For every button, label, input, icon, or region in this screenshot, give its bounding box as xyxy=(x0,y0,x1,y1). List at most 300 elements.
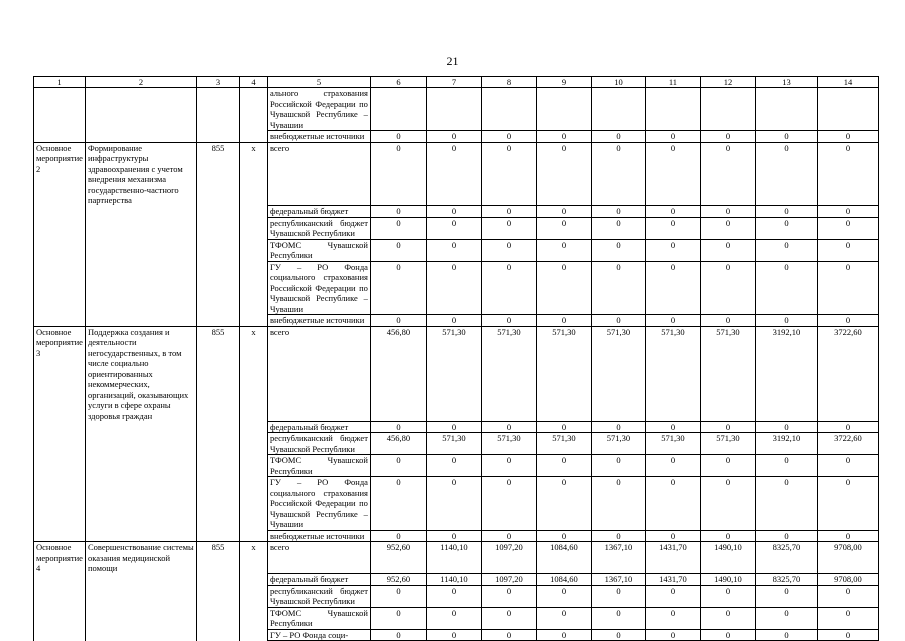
value-cell-col7: 0 xyxy=(426,477,481,531)
value-cell-col11: 0 xyxy=(645,629,700,641)
value-cell-col13: 0 xyxy=(755,629,817,641)
funding-source-cell: внебюджетные источники xyxy=(267,315,370,327)
value-cell-col6: 456,80 xyxy=(370,326,426,421)
section-code-cell: x xyxy=(239,542,267,574)
value-cell-col6: 0 xyxy=(370,455,426,477)
activity-name-cell: Основное мероприятие 2 xyxy=(34,142,86,206)
administrator-code-cell xyxy=(196,455,239,477)
table-row xyxy=(34,142,879,206)
value-cell-col6: 0 xyxy=(370,629,426,641)
activity-name-cell xyxy=(34,433,86,455)
value-cell-col12: 0 xyxy=(700,315,755,327)
value-cell-col8: 0 xyxy=(481,315,536,327)
funding-source-cell: ТФОМС Чувашской Республики xyxy=(267,607,370,629)
value-cell-col7: 0 xyxy=(426,629,481,641)
table-row xyxy=(34,315,879,327)
activity-name-cell xyxy=(34,607,86,629)
section-code-cell: x xyxy=(239,142,267,206)
value-cell-col10: 0 xyxy=(591,585,645,607)
column-header-4: 4 xyxy=(239,77,267,88)
activity-description-cell xyxy=(85,315,196,327)
value-cell-col8: 0 xyxy=(481,585,536,607)
value-cell-col7: 0 xyxy=(426,206,481,218)
value-cell-col9: 0 xyxy=(536,131,591,143)
activity-name-cell xyxy=(34,131,86,143)
value-cell-col12: 0 xyxy=(700,131,755,143)
administrator-code-cell xyxy=(196,88,239,131)
table-row xyxy=(34,326,879,421)
activity-description-cell xyxy=(85,261,196,315)
value-cell-col14: 0 xyxy=(817,629,878,641)
section-code-cell xyxy=(239,455,267,477)
value-cell-col7: 1140,10 xyxy=(426,574,481,586)
table-row xyxy=(34,433,879,455)
value-cell-col9 xyxy=(536,88,591,131)
administrator-code-cell xyxy=(196,206,239,218)
activity-name-cell xyxy=(34,217,86,239)
value-cell-col14: 0 xyxy=(817,315,878,327)
section-code-cell xyxy=(239,206,267,218)
value-cell-col13: 0 xyxy=(755,315,817,327)
value-cell-col11: 0 xyxy=(645,239,700,261)
value-cell-col13: 0 xyxy=(755,131,817,143)
value-cell-col14: 0 xyxy=(817,131,878,143)
activity-description-cell: Совершенствование системы оказания медицинской помощи xyxy=(85,542,196,574)
value-cell-col9: 0 xyxy=(536,455,591,477)
value-cell-col12: 0 xyxy=(700,530,755,542)
table-body xyxy=(34,88,879,641)
value-cell-col9: 0 xyxy=(536,217,591,239)
value-cell-col11: 0 xyxy=(645,217,700,239)
value-cell-col7: 0 xyxy=(426,261,481,315)
value-cell-col9: 0 xyxy=(536,206,591,218)
section-code-cell xyxy=(239,239,267,261)
value-cell-col10: 0 xyxy=(591,421,645,433)
value-cell-col10: 0 xyxy=(591,239,645,261)
value-cell-col9: 571,30 xyxy=(536,433,591,455)
funding-source-cell: всего xyxy=(267,142,370,206)
table-row xyxy=(34,542,879,574)
value-cell-col12: 0 xyxy=(700,261,755,315)
value-cell-col6: 0 xyxy=(370,142,426,206)
table-row xyxy=(34,629,879,641)
value-cell-col10: 1367,10 xyxy=(591,542,645,574)
value-cell-col9: 571,30 xyxy=(536,326,591,421)
value-cell-col14: 3722,60 xyxy=(817,326,878,421)
value-cell-col6: 952,60 xyxy=(370,574,426,586)
administrator-code-cell xyxy=(196,433,239,455)
value-cell-col6: 0 xyxy=(370,239,426,261)
activity-name-cell xyxy=(34,455,86,477)
value-cell-col12: 0 xyxy=(700,421,755,433)
administrator-code-cell xyxy=(196,261,239,315)
section-code-cell xyxy=(239,433,267,455)
funding-source-cell: ТФОМС Чувашской Республики xyxy=(267,239,370,261)
value-cell-col11: 0 xyxy=(645,421,700,433)
value-cell-col8: 0 xyxy=(481,206,536,218)
value-cell-col14: 0 xyxy=(817,530,878,542)
value-cell-col6: 0 xyxy=(370,530,426,542)
administrator-code-cell xyxy=(196,585,239,607)
section-code-cell xyxy=(239,315,267,327)
administrator-code-cell xyxy=(196,315,239,327)
value-cell-col12: 0 xyxy=(700,455,755,477)
value-cell-col7: 571,30 xyxy=(426,326,481,421)
value-cell-col11: 0 xyxy=(645,131,700,143)
administrator-code-cell: 855 xyxy=(196,326,239,421)
value-cell-col6: 0 xyxy=(370,315,426,327)
activity-description-cell xyxy=(85,455,196,477)
funding-source-cell: внебюджетные источники xyxy=(267,131,370,143)
activity-description-cell xyxy=(85,607,196,629)
value-cell-col10: 0 xyxy=(591,607,645,629)
value-cell-col7: 0 xyxy=(426,607,481,629)
table-row xyxy=(34,239,879,261)
value-cell-col13: 0 xyxy=(755,217,817,239)
value-cell-col14: 0 xyxy=(817,607,878,629)
activity-name-cell xyxy=(34,88,86,131)
value-cell-col14: 0 xyxy=(817,421,878,433)
value-cell-col13 xyxy=(755,88,817,131)
administrator-code-cell xyxy=(196,477,239,531)
value-cell-col10: 0 xyxy=(591,142,645,206)
value-cell-col12: 0 xyxy=(700,629,755,641)
activity-description-cell xyxy=(85,585,196,607)
activity-name-cell xyxy=(34,239,86,261)
column-header-12: 12 xyxy=(700,77,755,88)
value-cell-col9: 0 xyxy=(536,315,591,327)
section-code-cell xyxy=(239,421,267,433)
column-header-5: 5 xyxy=(267,77,370,88)
value-cell-col7: 0 xyxy=(426,131,481,143)
value-cell-col13: 0 xyxy=(755,239,817,261)
page-number: 21 xyxy=(446,54,459,68)
value-cell-col13: 0 xyxy=(755,530,817,542)
value-cell-col8: 0 xyxy=(481,477,536,531)
column-header-6: 6 xyxy=(370,77,426,88)
section-code-cell xyxy=(239,607,267,629)
section-code-cell xyxy=(239,131,267,143)
value-cell-col13: 8325,70 xyxy=(755,542,817,574)
value-cell-col12: 1490,10 xyxy=(700,574,755,586)
administrator-code-cell xyxy=(196,530,239,542)
column-header-8: 8 xyxy=(481,77,536,88)
table-row xyxy=(34,421,879,433)
value-cell-col14: 0 xyxy=(817,585,878,607)
activity-name-cell xyxy=(34,477,86,531)
table-row xyxy=(34,477,879,531)
activity-description-cell: Формирование инфраструктуры здравоохранения с учетом внедрения механизма государственно-частного партнерства xyxy=(85,142,196,206)
value-cell-col6: 456,80 xyxy=(370,433,426,455)
activity-name-cell xyxy=(34,530,86,542)
value-cell-col12: 0 xyxy=(700,585,755,607)
value-cell-col14: 9708,00 xyxy=(817,542,878,574)
funding-source-cell: ТФОМС Чувашской Республики xyxy=(267,455,370,477)
value-cell-col8: 1097,20 xyxy=(481,574,536,586)
value-cell-col8: 571,30 xyxy=(481,326,536,421)
value-cell-col8: 0 xyxy=(481,421,536,433)
funding-source-cell: ГУ – РО Фонда соци- xyxy=(267,629,370,641)
section-code-cell xyxy=(239,477,267,531)
value-cell-col9: 0 xyxy=(536,239,591,261)
value-cell-col13: 3192,10 xyxy=(755,326,817,421)
column-header-10: 10 xyxy=(591,77,645,88)
activity-description-cell xyxy=(85,574,196,586)
value-cell-col9: 1084,60 xyxy=(536,574,591,586)
funding-source-cell: республиканский бюджет Чувашской Республики xyxy=(267,433,370,455)
column-header-2: 2 xyxy=(85,77,196,88)
value-cell-col14: 0 xyxy=(817,455,878,477)
value-cell-col7 xyxy=(426,88,481,131)
activity-description-cell xyxy=(85,131,196,143)
value-cell-col13: 3192,10 xyxy=(755,433,817,455)
value-cell-col10: 0 xyxy=(591,206,645,218)
value-cell-col11: 0 xyxy=(645,261,700,315)
value-cell-col11: 0 xyxy=(645,607,700,629)
value-cell-col7: 0 xyxy=(426,421,481,433)
activity-description-cell: Поддержка создания и деятельности негосударственных, в том числе социально ориентированных некоммерческих, организаций, оказывающих услуги в сфере охраны здоровья граждан xyxy=(85,326,196,421)
value-cell-col11: 571,30 xyxy=(645,326,700,421)
value-cell-col7: 0 xyxy=(426,455,481,477)
value-cell-col14: 0 xyxy=(817,206,878,218)
table-row xyxy=(34,88,879,131)
value-cell-col9: 0 xyxy=(536,421,591,433)
value-cell-col9: 0 xyxy=(536,530,591,542)
value-cell-col6: 0 xyxy=(370,421,426,433)
value-cell-col6: 0 xyxy=(370,585,426,607)
value-cell-col10: 0 xyxy=(591,477,645,531)
value-cell-col14: 0 xyxy=(817,217,878,239)
value-cell-col6: 0 xyxy=(370,261,426,315)
activity-description-cell xyxy=(85,477,196,531)
table-row xyxy=(34,261,879,315)
funding-source-cell: республиканский бюджет Чувашской Республики xyxy=(267,217,370,239)
value-cell-col6: 0 xyxy=(370,217,426,239)
activity-name-cell xyxy=(34,315,86,327)
value-cell-col12: 571,30 xyxy=(700,433,755,455)
value-cell-col14: 0 xyxy=(817,239,878,261)
value-cell-col8: 0 xyxy=(481,455,536,477)
administrator-code-cell xyxy=(196,629,239,641)
value-cell-col13: 0 xyxy=(755,477,817,531)
value-cell-col7: 0 xyxy=(426,142,481,206)
value-cell-col11: 0 xyxy=(645,142,700,206)
administrator-code-cell xyxy=(196,239,239,261)
funding-source-cell: всего xyxy=(267,542,370,574)
value-cell-col13: 0 xyxy=(755,607,817,629)
funding-source-cell: федеральный бюджет xyxy=(267,574,370,586)
section-code-cell xyxy=(239,217,267,239)
value-cell-col9: 0 xyxy=(536,607,591,629)
value-cell-col8: 0 xyxy=(481,261,536,315)
section-code-cell xyxy=(239,530,267,542)
value-cell-col10: 571,30 xyxy=(591,326,645,421)
column-header-7: 7 xyxy=(426,77,481,88)
funding-source-cell: ального страхования Российской Федерации по Чувашской Республике – Чувашии xyxy=(267,88,370,131)
table-row xyxy=(34,585,879,607)
value-cell-col14: 3722,60 xyxy=(817,433,878,455)
value-cell-col8: 0 xyxy=(481,239,536,261)
table-row xyxy=(34,455,879,477)
administrator-code-cell: 855 xyxy=(196,542,239,574)
value-cell-col6: 0 xyxy=(370,607,426,629)
value-cell-col9: 0 xyxy=(536,629,591,641)
value-cell-col9: 0 xyxy=(536,585,591,607)
activity-description-cell xyxy=(85,217,196,239)
column-header-13: 13 xyxy=(755,77,817,88)
header-row xyxy=(34,77,879,88)
value-cell-col11: 0 xyxy=(645,455,700,477)
funding-source-cell: федеральный бюджет xyxy=(267,206,370,218)
table-row xyxy=(34,574,879,586)
column-header-3: 3 xyxy=(196,77,239,88)
value-cell-col6: 0 xyxy=(370,206,426,218)
value-cell-col10 xyxy=(591,88,645,131)
value-cell-col12 xyxy=(700,88,755,131)
funding-source-cell: республиканский бюджет Чувашской Республики xyxy=(267,585,370,607)
table-row xyxy=(34,217,879,239)
value-cell-col13: 0 xyxy=(755,585,817,607)
funding-source-cell: всего xyxy=(267,326,370,421)
value-cell-col7: 0 xyxy=(426,585,481,607)
value-cell-col11: 1431,70 xyxy=(645,542,700,574)
value-cell-col14: 0 xyxy=(817,477,878,531)
value-cell-col7: 571,30 xyxy=(426,433,481,455)
column-header-11: 11 xyxy=(645,77,700,88)
table-row xyxy=(34,131,879,143)
value-cell-col11: 0 xyxy=(645,206,700,218)
value-cell-col8: 0 xyxy=(481,131,536,143)
activity-name-cell xyxy=(34,585,86,607)
activity-name-cell: Основное мероприятие 4 xyxy=(34,542,86,574)
value-cell-col13: 0 xyxy=(755,261,817,315)
administrator-code-cell: 855 xyxy=(196,142,239,206)
activity-description-cell xyxy=(85,88,196,131)
value-cell-col10: 1367,10 xyxy=(591,574,645,586)
column-header-14: 14 xyxy=(817,77,878,88)
activity-name-cell xyxy=(34,629,86,641)
value-cell-col13: 0 xyxy=(755,421,817,433)
activity-description-cell xyxy=(85,629,196,641)
funding-source-cell: ГУ – РО Фонда социального страхования Российской Федерации по Чувашской Республике – Чувашии xyxy=(267,261,370,315)
value-cell-col7: 0 xyxy=(426,239,481,261)
administrator-code-cell xyxy=(196,607,239,629)
value-cell-col9: 1084,60 xyxy=(536,542,591,574)
table-row xyxy=(34,530,879,542)
administrator-code-cell xyxy=(196,217,239,239)
activity-name-cell xyxy=(34,574,86,586)
administrator-code-cell xyxy=(196,421,239,433)
value-cell-col11: 0 xyxy=(645,585,700,607)
value-cell-col14: 9708,00 xyxy=(817,574,878,586)
value-cell-col8: 0 xyxy=(481,530,536,542)
value-cell-col8: 0 xyxy=(481,607,536,629)
value-cell-col10: 0 xyxy=(591,455,645,477)
value-cell-col9: 0 xyxy=(536,261,591,315)
value-cell-col8 xyxy=(481,88,536,131)
value-cell-col12: 1490,10 xyxy=(700,542,755,574)
value-cell-col7: 0 xyxy=(426,530,481,542)
activity-description-cell xyxy=(85,530,196,542)
value-cell-col14: 0 xyxy=(817,142,878,206)
section-code-cell xyxy=(239,629,267,641)
value-cell-col11: 0 xyxy=(645,477,700,531)
activity-name-cell xyxy=(34,206,86,218)
value-cell-col13: 0 xyxy=(755,206,817,218)
activity-description-cell xyxy=(85,433,196,455)
value-cell-col8: 0 xyxy=(481,629,536,641)
value-cell-col12: 0 xyxy=(700,239,755,261)
section-code-cell xyxy=(239,585,267,607)
value-cell-col14: 0 xyxy=(817,261,878,315)
value-cell-col8: 0 xyxy=(481,142,536,206)
value-cell-col13: 8325,70 xyxy=(755,574,817,586)
value-cell-col8: 0 xyxy=(481,217,536,239)
section-code-cell: x xyxy=(239,326,267,421)
value-cell-col10: 571,30 xyxy=(591,433,645,455)
value-cell-col9: 0 xyxy=(536,477,591,531)
value-cell-col14 xyxy=(817,88,878,131)
table-row xyxy=(34,206,879,218)
value-cell-col6: 0 xyxy=(370,131,426,143)
activity-name-cell: Основное мероприятие 3 xyxy=(34,326,86,421)
administrator-code-cell xyxy=(196,131,239,143)
section-code-cell xyxy=(239,88,267,131)
value-cell-col11: 571,30 xyxy=(645,433,700,455)
value-cell-col11 xyxy=(645,88,700,131)
value-cell-col10: 0 xyxy=(591,315,645,327)
activity-description-cell xyxy=(85,206,196,218)
activity-name-cell xyxy=(34,421,86,433)
section-code-cell xyxy=(239,261,267,315)
value-cell-col9: 0 xyxy=(536,142,591,206)
activity-name-cell xyxy=(34,261,86,315)
value-cell-col7: 0 xyxy=(426,217,481,239)
value-cell-col12: 0 xyxy=(700,142,755,206)
value-cell-col6 xyxy=(370,88,426,131)
value-cell-col12: 0 xyxy=(700,217,755,239)
value-cell-col12: 0 xyxy=(700,607,755,629)
value-cell-col12: 0 xyxy=(700,206,755,218)
funding-source-cell: ГУ – РО Фонда социального страхования Российской Федерации по Чувашской Республике – Чувашии xyxy=(267,477,370,531)
value-cell-col7: 1140,10 xyxy=(426,542,481,574)
activity-description-cell xyxy=(85,239,196,261)
budget-table xyxy=(33,76,879,641)
value-cell-col11: 0 xyxy=(645,315,700,327)
value-cell-col8: 571,30 xyxy=(481,433,536,455)
value-cell-col12: 0 xyxy=(700,477,755,531)
funding-source-cell: внебюджетные источники xyxy=(267,530,370,542)
value-cell-col7: 0 xyxy=(426,315,481,327)
value-cell-col10: 0 xyxy=(591,530,645,542)
column-header-1: 1 xyxy=(34,77,86,88)
activity-description-cell xyxy=(85,421,196,433)
value-cell-col11: 1431,70 xyxy=(645,574,700,586)
column-header-9: 9 xyxy=(536,77,591,88)
funding-source-cell: федеральный бюджет xyxy=(267,421,370,433)
section-code-cell xyxy=(239,574,267,586)
table-row xyxy=(34,607,879,629)
administrator-code-cell xyxy=(196,574,239,586)
value-cell-col12: 571,30 xyxy=(700,326,755,421)
value-cell-col11: 0 xyxy=(645,530,700,542)
value-cell-col13: 0 xyxy=(755,455,817,477)
value-cell-col10: 0 xyxy=(591,629,645,641)
value-cell-col8: 1097,20 xyxy=(481,542,536,574)
value-cell-col10: 0 xyxy=(591,217,645,239)
value-cell-col13: 0 xyxy=(755,142,817,206)
value-cell-col6: 952,60 xyxy=(370,542,426,574)
